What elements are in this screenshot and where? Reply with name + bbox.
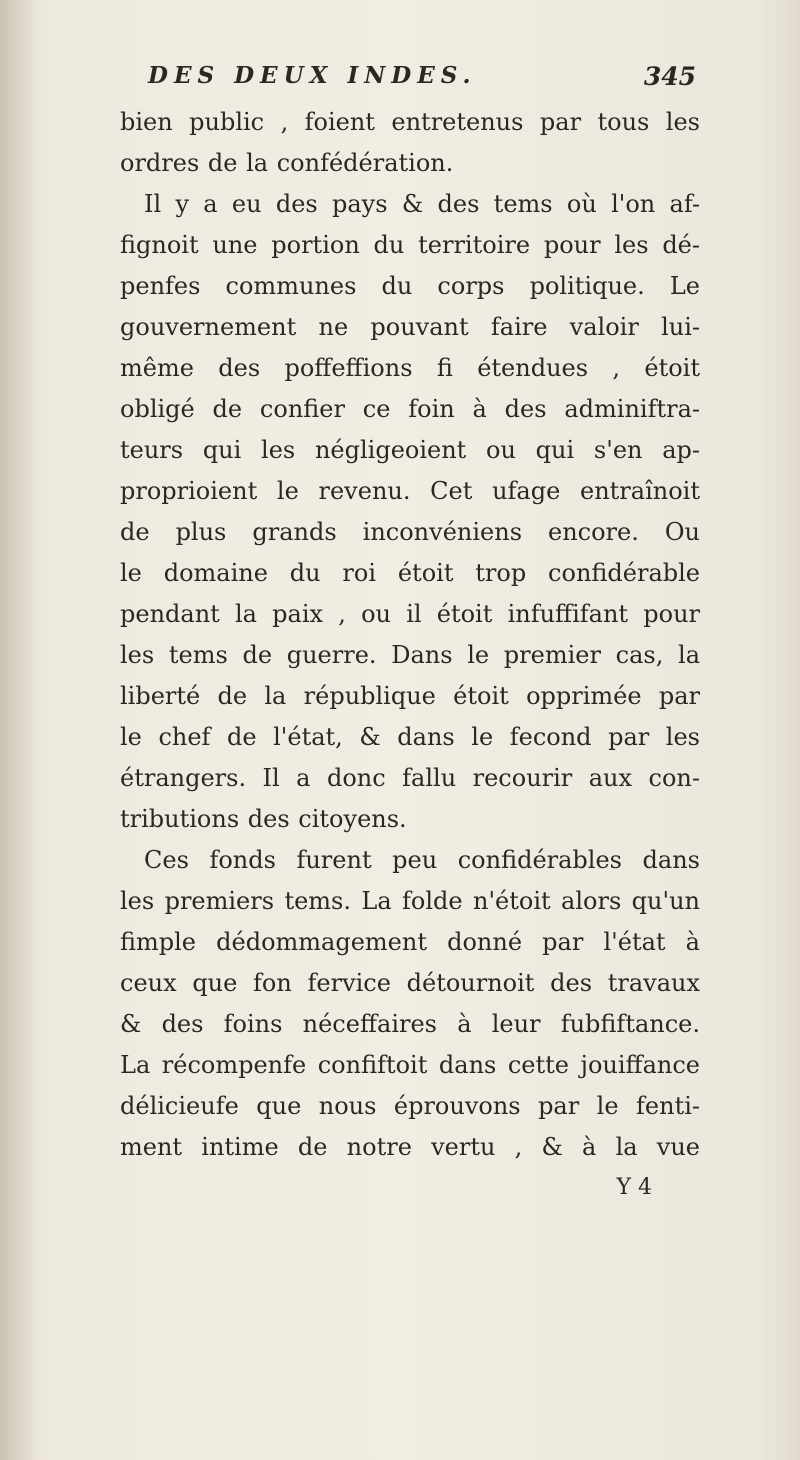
text-line: même des poffeffions fi étendues , étoit: [120, 354, 700, 382]
spine-shadow: [0, 0, 38, 1460]
text-line: les tems de guerre. Dans le premier cas, la: [120, 641, 700, 669]
text-line: & des foins néceffaires à leur fubfiftance.: [120, 1010, 700, 1038]
text-line: teurs qui les négligeoient ou qui s'en ap-: [120, 436, 700, 464]
text-line: Il y a eu des pays & des tems où l'on af-: [144, 190, 700, 218]
text-line: le chef de l'état, & dans le fecond par les: [120, 723, 700, 751]
text-line: Ces fonds furent peu confidérables dans: [144, 846, 700, 874]
text-line: penfes communes du corps politique. Le: [120, 272, 700, 300]
running-head: [148, 62, 700, 102]
text-line: le domaine du roi étoit trop confidérable: [120, 559, 700, 587]
text-line: ceux que fon fervice détournoit des travaux: [120, 969, 700, 997]
running-title: DES DEUX INDES.: [148, 62, 477, 89]
text-line: bien public , foient entretenus par tous les: [120, 108, 700, 136]
text-line: ment intime de notre vertu , & à la vue: [120, 1133, 700, 1161]
text-line: de plus grands inconvéniens encore. Ou: [120, 518, 700, 546]
text-line: les premiers tems. La folde n'étoit alors qu'un: [120, 887, 700, 915]
text-line: étrangers. Il a donc fallu recourir aux con-: [120, 764, 700, 792]
text-line: pendant la paix , ou il étoit infuffifant pour: [120, 600, 700, 628]
text-line: La récompenfe confiftoit dans cette jouiffance: [120, 1051, 700, 1079]
text-line: délicieufe que nous éprouvons par le fenti-: [120, 1092, 700, 1120]
page-number: 345: [643, 62, 696, 91]
text-line: fignoit une portion du territoire pour les dé-: [120, 231, 700, 259]
text-line: obligé de confier ce foin à des adminiftra-: [120, 395, 700, 423]
text-block: [120, 62, 700, 1208]
body-text: [120, 102, 700, 1168]
signature-mark: Y 4: [616, 1175, 652, 1200]
text-line: tributions des citoyens.: [120, 805, 407, 833]
text-line: ordres de la confédération.: [120, 149, 454, 177]
text-line: fimple dédommagement donné par l'état à: [120, 928, 700, 956]
text-line: proprioient le revenu. Cet ufage entraînoit: [120, 477, 700, 505]
text-line: liberté de la république étoit opprimée par: [120, 682, 700, 710]
text-line: gouvernement ne pouvant faire valoir lui-: [120, 313, 700, 341]
